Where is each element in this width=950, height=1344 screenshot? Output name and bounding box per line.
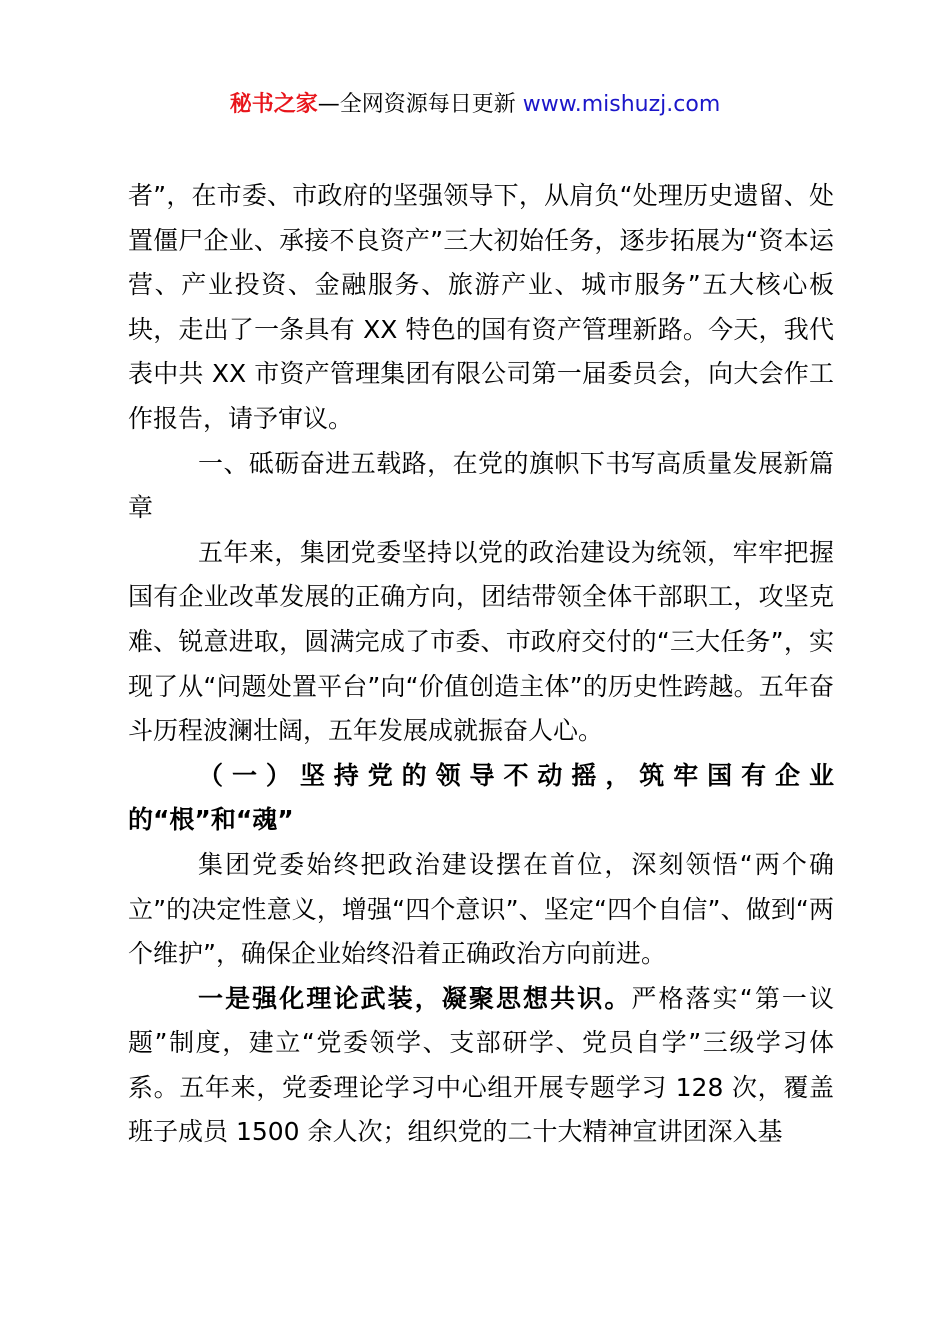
document-body [128, 174, 834, 1155]
paragraph-intro: 者”，在市委、市政府的坚强领导下，从肩负“处理历史遗留、处置僵尸企业、承接不良资产”三大初始任务，逐步拓展为“资本运营、产业投资、金融服务、旅游产业、城市服务”五大核心板块，走出了一条具有 XX 特色的国有资产管理新路。今天，我代表中共 XX 市资产管理集团有限公司第一届委员会，向大会作工作报告，请予审议。 [128, 181, 834, 433]
paragraph-achievements: 五年来，集团党委坚持以党的政治建设为统领，牢牢把握国有企业改革发展的正确方向，团结带领全体干部职工，攻坚克难、锐意进取，圆满完成了市委、市政府交付的“三大任务”，实现了从“问题处置平台”向“价值创造主体”的历史性跨越。五年奋斗历程波澜壮阔，五年发展成就振奋人心。 [128, 537, 834, 746]
subsection-heading-1: （一）坚持党的领导不动摇，筑牢国有企业的“根”和“魂” [128, 760, 834, 835]
paragraph-lead-phrase: 一是强化理论武装，凝聚思想共识。 [198, 983, 632, 1013]
site-header [0, 88, 950, 122]
paragraph-theory-study [128, 977, 834, 1155]
paragraph-political-building: 集团党委始终把政治建设摆在首位，深刻领悟“两个确立”的决定性意义，增强“四个意识”、坚定“四个自信”、做到“两个维护”，确保企业始终沿着正确政治方向前进。 [128, 849, 834, 969]
paragraph-body-text: 严格落实“第一议题”制度，建立“党委领学、支部研学、党员自学”三级学习体系。五年来，党委理论学习中心组开展专题学习 128 次，覆盖班子成员 1500 余人次；组织党的二十大精神宣讲团深入基 [128, 983, 834, 1147]
section-heading-1: 一、砥砺奋进五载路，在党的旗帜下书写高质量发展新篇章 [128, 448, 834, 523]
site-url[interactable]: www.mishuzj.com [522, 92, 721, 117]
site-brand: 秘书之家 [229, 92, 318, 117]
site-slogan: —全网资源每日更新 [317, 92, 523, 117]
